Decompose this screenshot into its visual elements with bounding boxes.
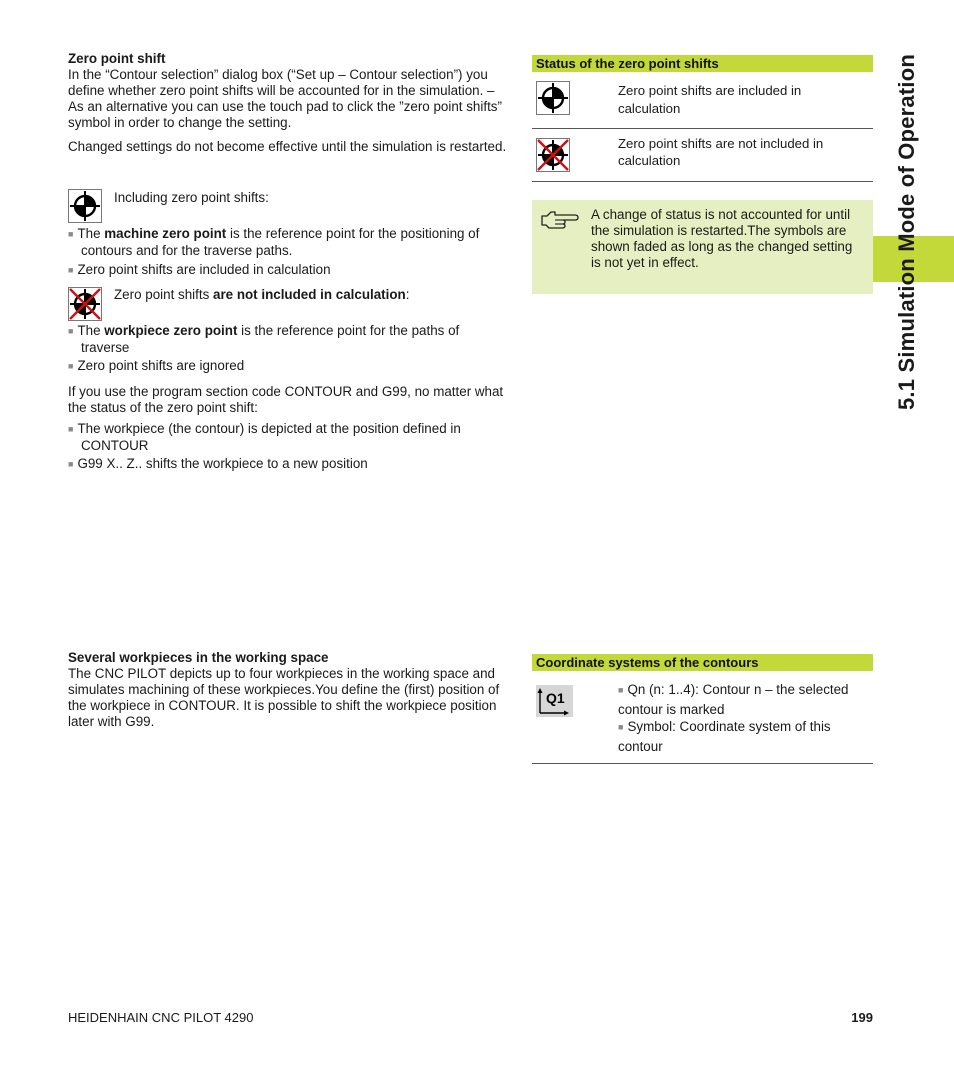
- bullet-workpiece-zero: ■ The workpiece zero point is the reference point for the paths of traverse: [68, 323, 498, 356]
- workpieces-body: The CNC PILOT depicts up to four workpieces in the working space and simulates machining of these workpieces.You define the (first) position of the workpiece in CONTOUR. It is possible to shift the workpiece position later with G99.: [68, 666, 500, 729]
- status-row-icon-included: [536, 81, 570, 115]
- coord-table-header: Coordinate systems of the contours: [532, 654, 873, 671]
- intro-paragraph: In the “Contour selection” dialog box (“Set up – Contour selection”) you define whether zero point shifts will be accounted for in the simulation. – As an alternative you can use the touch pad to click the ”zero point shifts” symbol in order to change the setting.: [68, 67, 502, 130]
- contour-q1-label: Q1: [546, 690, 565, 706]
- bullet-included: ■ Zero point shifts are included in calculation: [68, 262, 510, 279]
- contour-intro: If you use the program section code CONTOUR and G99, no matter what the status of the zero point shift:: [68, 384, 504, 415]
- bullet-machine-zero: ■ The machine zero point is the reference point for the positioning of contours and for the traverse paths.: [68, 226, 510, 259]
- excluded-bullets: [68, 323, 498, 375]
- coord-bullet-qn: ■ Qn (n: 1..4): Contour n – the selected contour is marked: [618, 681, 868, 718]
- status-row-icon-excluded: [536, 138, 570, 172]
- zero-point-excluded-icon: [68, 287, 102, 321]
- page-number: 199: [851, 1010, 873, 1025]
- workpieces-title: Several workpieces in the working space: [68, 650, 329, 665]
- coord-bullet-symbol: ■ Symbol: Coordinate system of this contour: [618, 718, 868, 755]
- including-label: Including zero point shifts:: [114, 190, 269, 205]
- coord-divider: [532, 763, 873, 764]
- workpieces-section: [68, 650, 508, 730]
- section-title: Zero point shift: [68, 51, 166, 66]
- status-row-text-included: Zero point shifts are included in calculation: [618, 83, 802, 116]
- bullet-g99: ■ G99 X.. Z.. shifts the workpiece to a new position: [68, 456, 510, 473]
- chapter-title: 5.1 Simulation Mode of Operation: [894, 54, 919, 410]
- contour-q1-icon: [536, 685, 573, 717]
- zero-point-included-icon: [68, 189, 102, 223]
- bullet-contour-position: ■ The workpiece (the contour) is depicted at the position defined in CONTOUR: [68, 421, 511, 454]
- pointing-hand-icon: [541, 208, 579, 230]
- coord-table-text: [618, 681, 868, 755]
- hint-text: A change of status is not accounted for until the simulation is restarted.The symbols are shown faded as long as the changed setting is not yet in effect.: [591, 207, 853, 270]
- contour-section: [68, 384, 510, 473]
- status-divider-2: [532, 181, 873, 182]
- included-bullets: [68, 226, 510, 279]
- restart-note: Changed settings do not become effective until the simulation is restarted.: [68, 139, 507, 154]
- status-divider-1: [532, 128, 873, 129]
- status-table-header: Status of the zero point shifts: [532, 55, 873, 72]
- bullet-ignored: ■ Zero point shifts are ignored: [68, 358, 498, 375]
- status-row-text-excluded: Zero point shifts are not included in calculation: [618, 136, 824, 168]
- excluded-label: Zero point shifts are not included in calculation:: [114, 287, 410, 302]
- zero-point-section: [68, 51, 510, 155]
- footer-title: HEIDENHAIN CNC PILOT 4290: [68, 1010, 254, 1025]
